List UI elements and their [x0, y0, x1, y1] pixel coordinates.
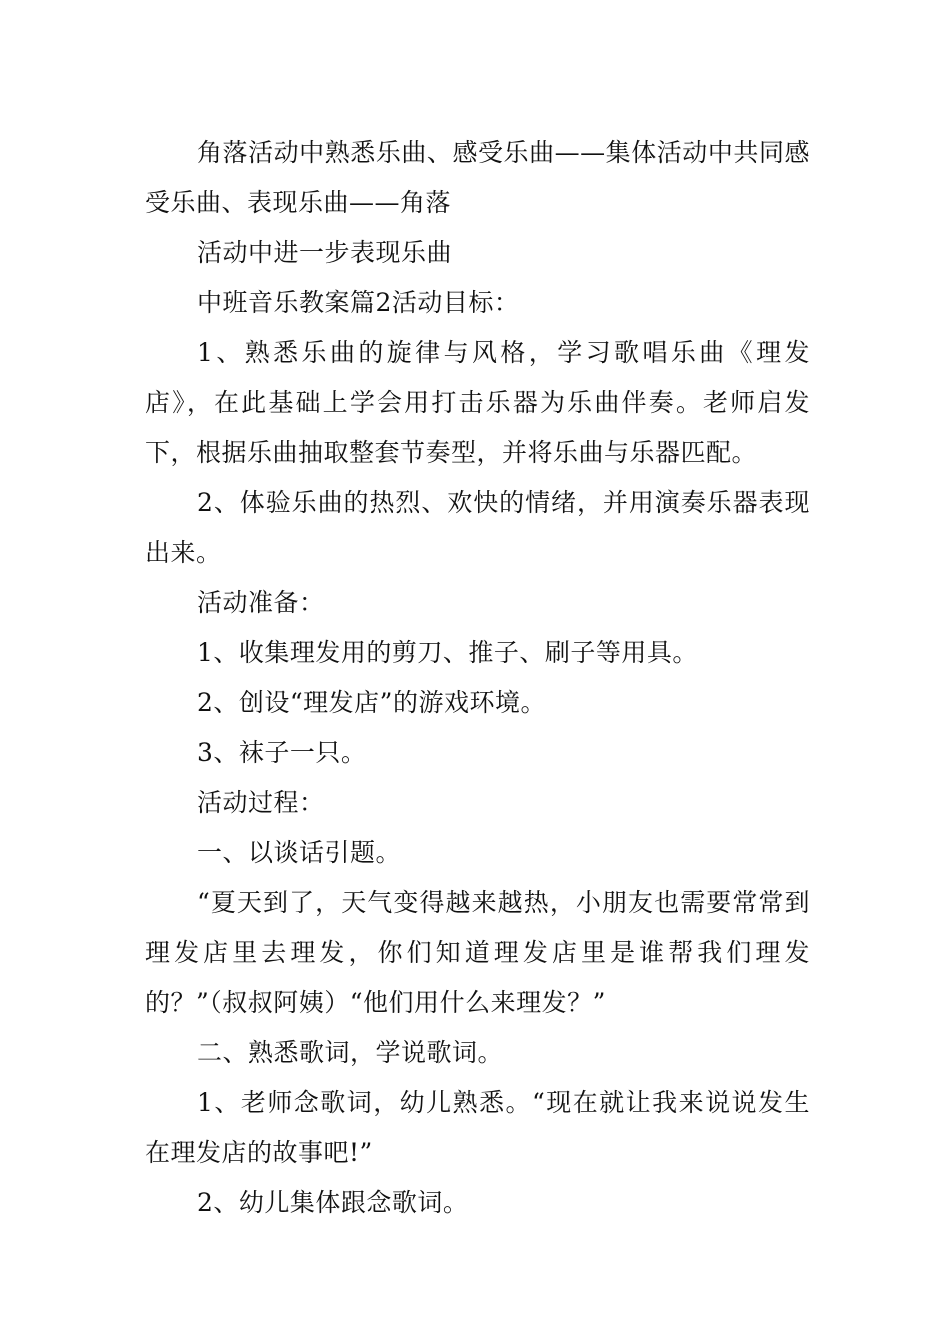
paragraph: 1、收集理发用的剪刀、推子、刷子等用具。 [197, 638, 698, 667]
paragraph: 二、熟悉歌词，学说歌词。 [197, 1038, 504, 1067]
paragraph: 2、体验乐曲的热烈、欢快的情绪，并用演奏乐器表现出来。 [145, 488, 810, 567]
paragraph: 2、幼儿集体跟念歌词。 [197, 1188, 469, 1217]
paragraph: 1、熟悉乐曲的旋律与风格，学习歌唱乐曲《理发店》，在此基础上学会用打击乐器为乐曲伴奏。老师启发下，根据乐曲抽取整套节奏型，并将乐曲与乐器匹配。 [145, 338, 810, 467]
paragraph: 活动过程： [197, 788, 325, 817]
paragraph: 3、袜子一只。 [197, 738, 367, 767]
paragraph: 2、创设“理发店”的游戏环境。 [197, 688, 546, 717]
paragraph: 一、以谈话引题。 [197, 838, 402, 867]
paragraph: 中班音乐教案篇2活动目标： [197, 288, 520, 317]
paragraph: 活动中进一步表现乐曲 [197, 238, 453, 267]
document-body [145, 128, 810, 1228]
paragraph: 活动准备： [197, 588, 325, 617]
paragraph: 1、老师念歌词，幼儿熟悉。“现在就让我来说说发生在理发店的故事吧!” [145, 1088, 810, 1167]
paragraph: “夏天到了，天气变得越来越热，小朋友也需要常常到理发店里去理发，你们知道理发店里是谁帮我们理发的？”（叔叔阿姨）“他们用什么来理发？” [145, 888, 810, 1017]
paragraph: 角落活动中熟悉乐曲、感受乐曲——集体活动中共同感受乐曲、表现乐曲——角落 [145, 138, 810, 217]
